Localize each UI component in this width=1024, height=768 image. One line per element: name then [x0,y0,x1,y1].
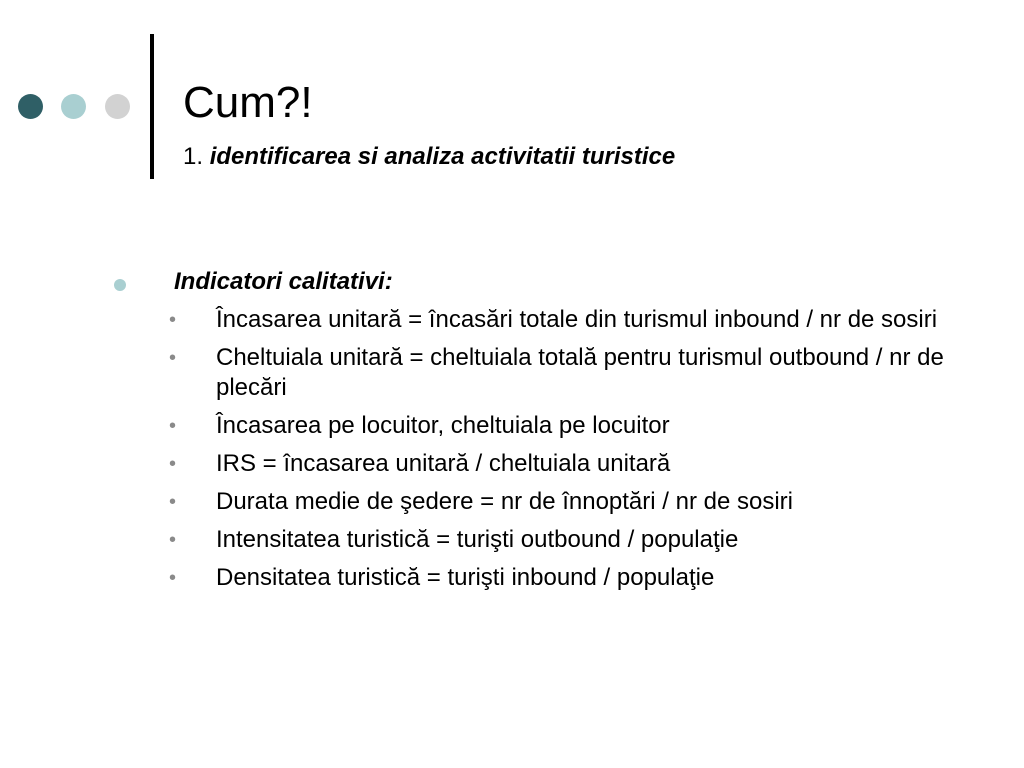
decor-dot-light [61,94,86,119]
subtitle-number: 1. [183,143,204,170]
list-item [160,525,960,555]
list-item [160,305,960,335]
list-item [160,411,960,441]
slide-subtitle [183,143,675,172]
bullet-dot-icon [114,279,126,291]
decor-dot-dark [18,94,43,119]
list-item-text: Încasarea pe locuitor, cheltuiala pe locuitor [216,412,670,439]
list-item-text: Intensitatea turistică = turişti outbound / populaţie [216,526,739,553]
title-divider [150,34,154,179]
indicator-list [160,305,960,601]
list-item [160,343,960,403]
bullet-icon: • [169,309,177,331]
list-item-text: Încasarea unitară = încasări totale din turismul inbound / nr de sosiri [216,306,938,333]
list-item [160,563,960,593]
list-item-text: Densitatea turistică = turişti inbound / populaţie [216,564,715,591]
list-item-text: Cheltuiala unitară = cheltuiala totală pentru turismul outbound / nr de plecări [216,344,944,401]
bullet-icon: • [169,567,177,589]
decor-dot-grey [105,94,130,119]
bullet-icon: • [169,453,177,475]
subtitle-text: identificarea si analiza activitatii turistice [209,143,676,170]
list-item [160,449,960,479]
bullet-icon: • [169,529,177,551]
slide-title: Cum?! [183,78,313,127]
section-heading: Indicatori calitativi: [174,268,393,295]
list-item-text: Durata medie de şedere = nr de înnoptări / nr de sosiri [216,488,793,515]
list-item [160,487,960,517]
bullet-icon: • [169,347,177,369]
bullet-icon: • [169,415,177,437]
bullet-icon: • [169,491,177,513]
list-item-text: IRS = încasarea unitară / cheltuiala unitară [216,450,671,477]
